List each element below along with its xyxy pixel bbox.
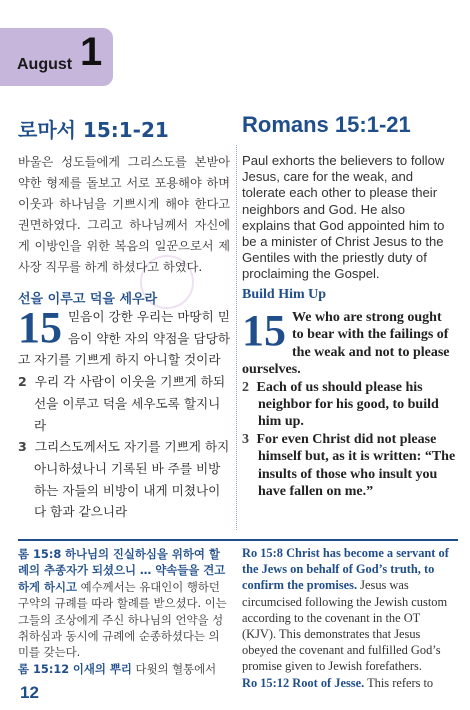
page-number: 12 — [20, 683, 39, 702]
column-divider — [236, 145, 237, 530]
korean-note-1-text: 예수께서는 유대인이 행하던 구약의 규례를 따라 할례를 받으셨다. 이는 그들의 조상에게 주신 하나님의 언약을 성취하심과 동시에 규례에 순종하셨다는 의미를 갖는다. — [18, 579, 227, 660]
korean-verse-15-number: 15 — [18, 303, 62, 352]
english-note-1 — [242, 545, 456, 675]
notes-divider — [18, 539, 458, 541]
date-day: 1 — [80, 30, 103, 74]
date-month: August — [17, 56, 73, 73]
korean-verses — [18, 303, 230, 523]
english-verse-15-text: We who are strong ought to bear with the failings of the weak and not to please ourselves. — [242, 310, 450, 378]
english-note-2-ref: Ro 15:12 — [242, 675, 290, 690]
english-verse-15 — [242, 306, 456, 379]
korean-verse-2 — [18, 371, 230, 436]
korean-verse-2-text: 우리 각 사람이 이웃을 기쁘게 하되 선을 이루고 덕을 세우도록 할지니라 — [34, 374, 226, 433]
english-note-1-highlight: Christ has become a servant of the Jews on behalf of God’s truth, to confirm the promises. — [242, 546, 449, 593]
english-title: Romans 15:1-21 — [242, 112, 411, 137]
english-note-2-text: This refers to — [367, 675, 434, 690]
english-verse-3-number: 3 — [242, 431, 249, 447]
english-notes — [242, 545, 456, 691]
korean-note-1-highlight: 하나님의 진실하심을 위하여 할례의 추종자가 되셨으니 … 약속들을 견고하게 하시고 — [18, 547, 226, 594]
english-section-heading: Build Him Up — [242, 287, 327, 302]
date-tab — [0, 28, 113, 86]
english-note-1-text: Jesus was circumcised following the Jewish custom according to the covenant in the OT (KJV). This demonstrates that Jesus obeyed the covenant and fulfilled God’s promise given to Jewish forefathers. — [242, 578, 448, 674]
korean-verse-3 — [18, 436, 230, 523]
korean-note-2-highlight: 이새의 뿌리 — [72, 661, 132, 676]
english-note-2 — [242, 675, 456, 691]
korean-summary: 바울은 성도들에게 그리스도를 본받아 약한 형제를 돌보고 서로 포용해야 하며 이웃과 하나님을 기쁘시게 해야 한다고 권면하였다. 그리고 하나님께서 자신에게 이방인을 위한 복음의 일꾼으로서 제사장 직무를 하게 하셨다고 하였다. — [18, 155, 230, 274]
korean-note-2-ref: 롬 15:12 — [18, 661, 70, 676]
english-verse-3-text: For even Christ did not please himself but, as it is written: “The insults of those who insult you have fallen on me.” — [256, 431, 456, 500]
english-summary: Paul exhorts the believers to follow Jesus, care for the weak, and tolerate each other to please their neighbors and God. He also explains that God appointed him to be a minister of Christ Jesus to the Gentiles with the priestly duty of proclaiming the Gospel. — [242, 153, 445, 282]
korean-verse-3-number: 3 — [18, 439, 27, 455]
korean-verse-15 — [18, 303, 230, 371]
english-note-1-ref: Ro 15:8 — [242, 546, 283, 560]
english-verse-2 — [242, 379, 456, 431]
korean-verse-2-number: 2 — [18, 374, 27, 390]
english-verse-3 — [242, 431, 456, 501]
korean-section-heading: 선을 이루고 덕을 세우라 — [18, 292, 158, 307]
korean-note-1-ref: 롬 15:8 — [18, 547, 62, 561]
korean-note-2-text: 다윗의 혈통에서 — [135, 661, 217, 676]
korean-note-2 — [18, 661, 230, 677]
english-verse-15-number: 15 — [242, 306, 286, 355]
korean-title: 로마서 15:1-21 — [18, 118, 169, 142]
english-verses — [242, 306, 456, 500]
korean-note-1 — [18, 546, 230, 661]
korean-verse-3-text: 그리스도께서도 자기를 기쁘게 하지 아니하셨나니 기록된 바 주를 비방하는 자들의 비방이 내게 미쳤나이다 함과 같으니라 — [34, 439, 230, 520]
english-verse-2-text: Each of us should please his neighbor for his good, to build him up. — [256, 379, 439, 430]
english-verse-2-number: 2 — [242, 379, 249, 395]
korean-verse-15-text: 믿음이 강한 우리는 마땅히 믿음이 약한 자의 약점을 담당하고 자기를 기쁘게 하지 아니할 것이라 — [18, 309, 230, 368]
english-note-2-highlight: Root of Jesse. — [292, 675, 365, 690]
korean-notes — [18, 546, 230, 677]
